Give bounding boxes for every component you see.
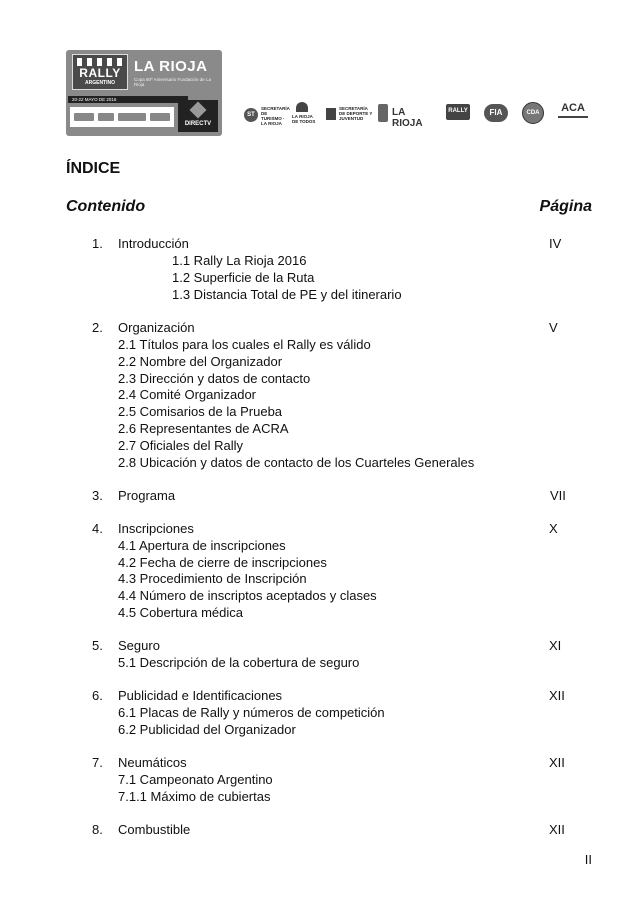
toc-subitem: 4.2 Fecha de cierre de inscripciones: [118, 555, 327, 570]
toc-subitem: 7.1 Campeonato Argentino: [118, 772, 273, 787]
toc-subitem: 4.3 Procedimiento de Inscripción: [118, 571, 307, 586]
toc-subitem: 5.1 Descripción de la cobertura de seguro: [118, 655, 360, 670]
toc-subitem: 2.5 Comisarios de la Prueba: [118, 404, 283, 419]
toc-subitem: 6.2 Publicidad del Organizador: [118, 722, 296, 737]
toc-subitem: 2.1 Títulos para los cuales el Rally es válido: [118, 337, 371, 352]
banner-sponsor-strip: [70, 107, 174, 127]
toc-subitem: 1.1 Rally La Rioja 2016: [172, 253, 307, 268]
event-banner: [66, 50, 222, 136]
shield-icon: [326, 108, 336, 120]
sponsor-chip: [98, 113, 114, 121]
toc-subitem: 2.8 Ubicación y datos de contacto de los Cuarteles Generales: [118, 455, 475, 470]
toc-subitem: 2.6 Representantes de ACRA: [118, 421, 289, 436]
toc-subitem: 1.3 Distancia Total de PE y del itinerario: [172, 287, 402, 302]
directv-logo: DIRECTV: [178, 100, 218, 132]
toc-subitem: 2.2 Nombre del Organizador: [118, 354, 283, 369]
toc-subitem: 1.2 Superficie de la Ruta: [172, 270, 315, 285]
index-title: ÍNDICE: [66, 160, 121, 177]
sponsor-logos-row: ST SECRETARÍA DE TURISMO · LA RIOJA LA RIOJA DE TODOS SECRETARÍA DE DEPORTE Y JUVENTUD LA RIOJA RALLY FIA CDA ACA: [240, 98, 594, 136]
content-column-header: Contenido: [66, 198, 146, 215]
toc-subitem: 4.1 Apertura de inscripciones: [118, 538, 286, 553]
toc-subitem: 7.1.1 Máximo de cubiertas: [118, 789, 271, 804]
toc-subitem: 4.4 Número de inscriptos aceptados y clases: [118, 588, 377, 603]
banner-subtitle: Copa 80º Aniversario Fundación de La Rioja: [134, 77, 211, 87]
toc-subitem: 2.7 Oficiales del Rally: [118, 438, 243, 453]
banner-dates-strip: 20-22 MAYO DE 2016: [68, 96, 188, 103]
toc-subitem: 2.3 Dirección y datos de contacto: [118, 371, 311, 386]
crest-icon: [378, 104, 388, 122]
leaf-icon: [296, 102, 308, 112]
rally-argentino-logo: RALLY ARGENTINO: [72, 54, 128, 90]
toc-subitem: 2.4 Comité Organizador: [118, 387, 257, 402]
directv-emblem-icon: [190, 102, 207, 119]
toc-subitem: 6.1 Placas de Rally y números de competición: [118, 705, 385, 720]
sponsor-chip: [118, 113, 146, 121]
banner-title: LA RIOJA: [134, 58, 208, 75]
page-number: II: [584, 852, 592, 867]
page-column-header: Página: [539, 198, 592, 215]
checkered-flag-icon: [77, 58, 123, 66]
toc-subitem: 4.5 Cobertura médica: [118, 605, 244, 620]
sponsor-chip: [74, 113, 94, 121]
sponsor-chip: [150, 113, 170, 121]
